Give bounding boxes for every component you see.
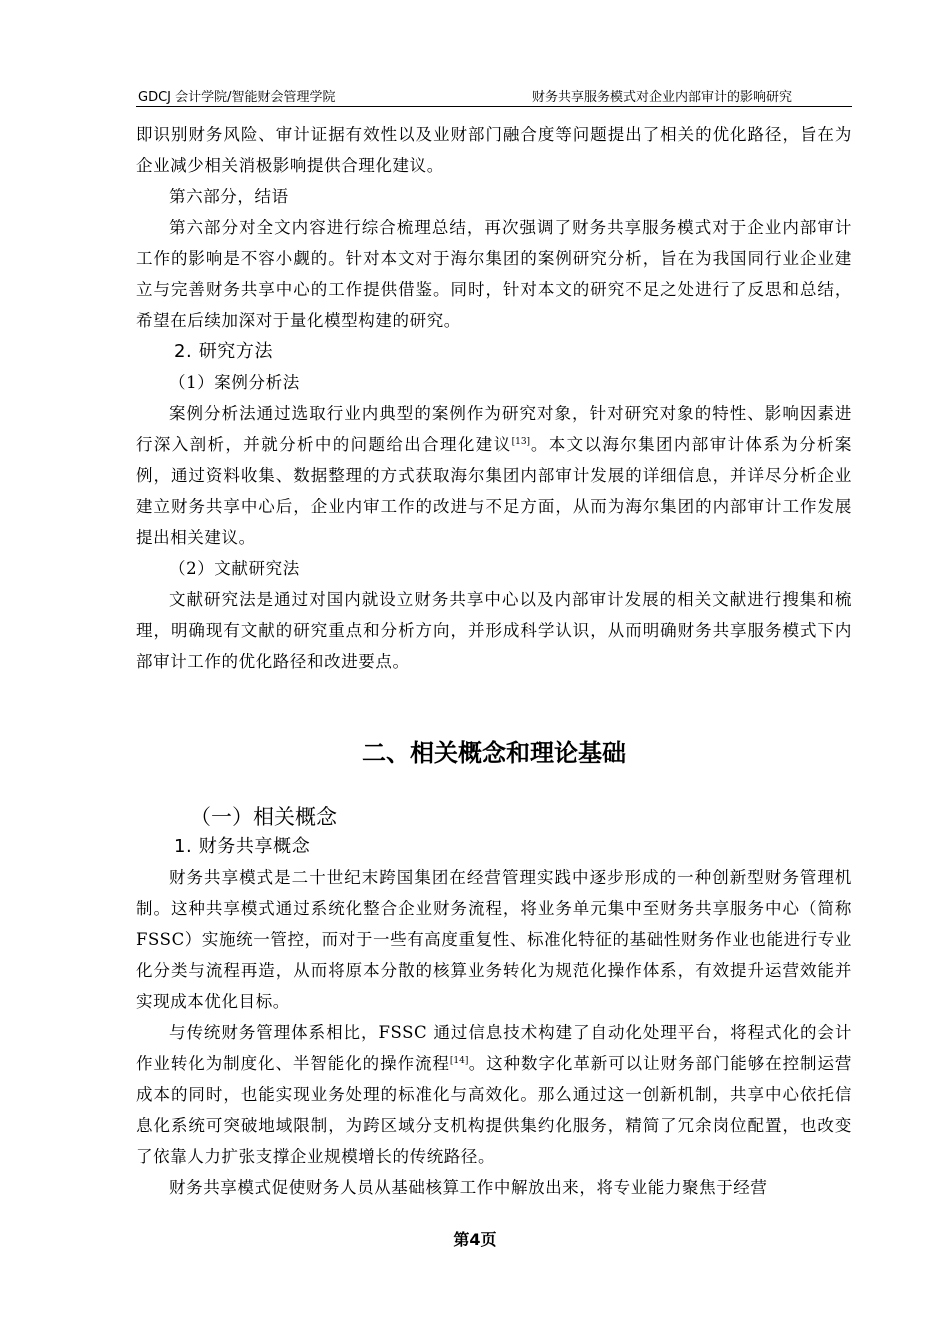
page-number: 第4页 — [453, 1230, 497, 1249]
citation-14: [14] — [449, 1056, 469, 1066]
method1-paragraph — [136, 398, 852, 553]
citation-13: [13] — [511, 437, 531, 447]
method1-text-b: 。本文以海尔集团内部审计体系为分析案例，通过资料收集、数据整理的方式获取海尔集团内部审计发展的详细信息，并详尽分析企业建立财务共享中心后，企业内审工作的改进与不足方面，从而为海尔集团的内部审计工作发展提出相关建议。 — [136, 435, 852, 547]
method1-text-a: 案例分析法通过选取行业内典型的案例作为研究对象，针对研究对象的特性、影响因素进行深入剖析，并就分析中的问题给出合理化建议 — [136, 404, 852, 454]
top-text-block — [136, 119, 852, 677]
fssc-paragraph-1: 财务共享模式是二十世纪末跨国集团在经营管理实践中逐步形成的一种创新型财务管理机制。这种共享模式通过系统化整合企业财务流程，将业务单元集中至财务共享服务中心（简称 FSSC）实施统一管控，而对于一些有高度重复性、标准化特征的基础性财务作业也能进行专业化分类与流程再造，从而将原本分散的核算业务转化为规范化操作体系，有效提升运营效能并实现成本优化目标。 — [136, 868, 852, 1011]
chapter-title: 二、相关概念和理论基础 — [362, 739, 626, 767]
method1-title: （1）案例分析法 — [169, 373, 300, 392]
header-school: GDCJ 会计学院/智能财会管理学院 — [138, 90, 336, 105]
part6-title: 第六部分，结语 — [169, 187, 289, 206]
bottom-text-block — [136, 831, 852, 1203]
fssc-paragraph-2 — [136, 1017, 852, 1172]
fssc-p2-text-b: 。这种数字化革新可以让财务部门能够在控制运营成本的同时，也能实现业务处理的标准化与高效化。那么通过这一创新机制，共享中心依托信息化系统可突破地域限制，为跨区域分支机构提供集约化服务，精简了冗余岗位配置，也改变了依靠人力扩张支撑企业规模增长的传统路径。 — [136, 1054, 852, 1166]
page-header — [136, 86, 852, 107]
method2-title: （2）文献研究法 — [169, 559, 300, 578]
method2-paragraph: 文献研究法是通过对国内就设立财务共享中心以及内部审计发展的相关文献进行搜集和梳理，明确现有文献的研究重点和分析方向，并形成科学认识，从而明确财务共享服务模式下内部审计工作的优化路径和改进要点。 — [136, 590, 852, 671]
paragraph-continued: 即识别财务风险、审计证据有效性以及业财部门融合度等问题提出了相关的优化路径，旨在为企业减少相关消极影响提供合理化建议。 — [136, 125, 852, 175]
part6-paragraph: 第六部分对全文内容进行综合梳理总结，再次强调了财务共享服务模式对于企业内部审计工作的影响是不容小觑的。针对本文对于海尔集团的案例研究分析，旨在为我国同行业企业建立与完善财务共享中心的工作提供借鉴。同时，针对本文的研究不足之处进行了反思和总结，希望在后续加深对于量化模型构建的研究。 — [136, 218, 852, 330]
section-title: （一）相关概念 — [190, 805, 337, 829]
header-thesis-title: 财务共享服务模式对企业内部审计的影响研究 — [531, 90, 792, 105]
fssc-p2-text-a: 与传统财务管理体系相比，FSSC 通过信息技术构建了自动化处理平台，将程式化的会计作业转化为制度化、半智能化的操作流程 — [136, 1023, 852, 1073]
fssc-paragraph-3: 财务共享模式促使财务人员从基础核算工作中解放出来，将专业能力聚焦于经营 — [169, 1178, 768, 1197]
subsection-heading: 1. 财务共享概念 — [174, 836, 311, 857]
methods-heading: 2. 研究方法 — [174, 341, 274, 362]
